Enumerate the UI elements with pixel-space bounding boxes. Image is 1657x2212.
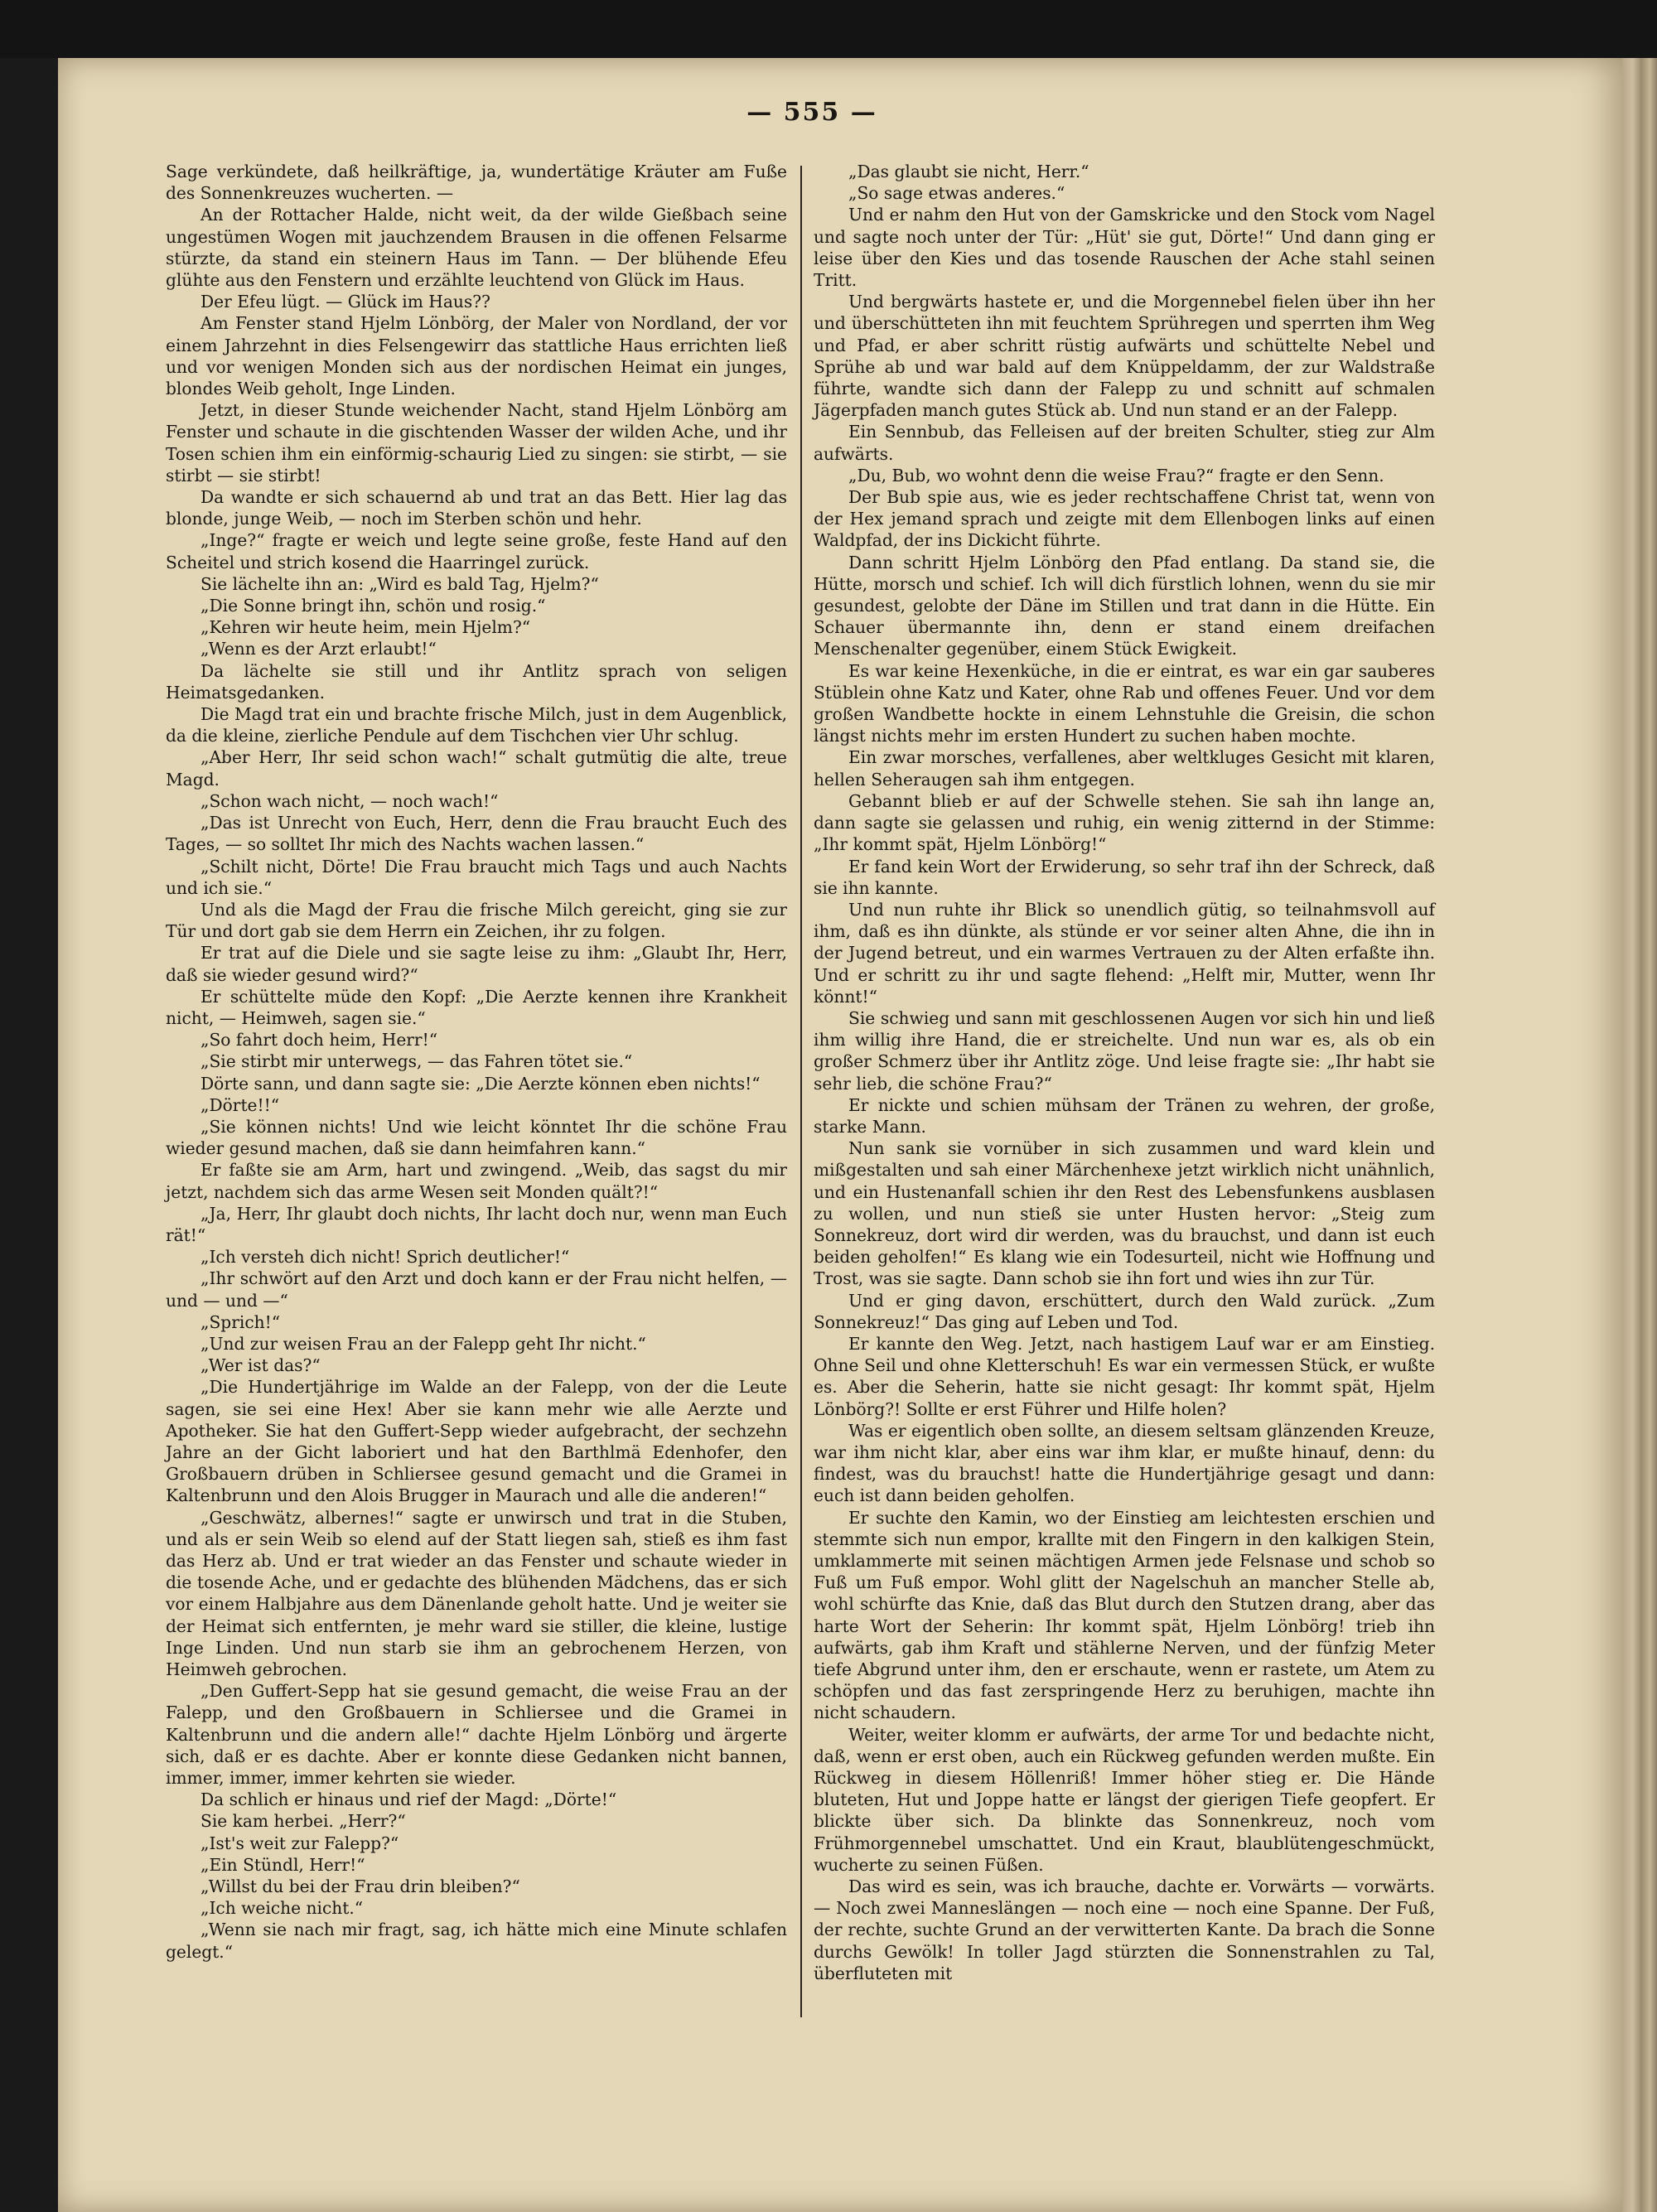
scan-border xyxy=(0,0,1657,58)
paragraph: Nun sank sie vornüber in sich zusammen und ward klein und mißgestalten und sah einer Märchenhexe jetzt wirklich nicht unähnlich, und ein Hustenanfall schien ihr den Rest des Lebensfunkens ausblasen zu wollen, und nun stieß sie unter Husten hervor: „Steig zum Sonnekreuz, dort wird dir werden, was du brauchst, und dann ist euch beiden geholfen!“ Es klang wie ein Todesurteil, nicht wie Hoffnung und Trost, was sie sagte. Dann schob sie ihn fort und wies ihn zur Tür. xyxy=(814,1138,1435,1289)
paragraph: „Den Guffert-Sepp hat sie gesund gemacht, die weise Frau an der Falepp, und den Großbauern in Schliersee und die Gramei in Kaltenbrunn und die andern alle!“ dachte Hjelm Lönbörg und ärgerte sich, daß er es dachte. Aber er konnte diese Gedanken nicht bannen, immer, immer, immer kehrten sie wieder. xyxy=(166,1681,787,1789)
paragraph: Und er nahm den Hut von der Gamskricke und den Stock vom Nagel und sagte noch unter der Tür: „Hüt' sie gut, Dörte!“ Und dann ging er leise über den Kies und das tosende Rauschen der Ache stahl seinen Tritt. xyxy=(814,205,1435,291)
paragraph: „Ist's weit zur Falepp?“ xyxy=(200,1833,399,1853)
text-column-right xyxy=(814,161,1435,1984)
paragraph: Und nun ruhte ihr Blick so unendlich gütig, so teilnahmsvoll auf ihm, daß es ihn dünkte, als stünde er vor seiner alten Ahne, die ihn in der Jugend betreut, und ein warmes Vertrauen zu der Alten erfaßte ihn. Und er schritt zu ihr und sagte flehend: „Helft mir, Mutter, wenn Ihr könnt!“ xyxy=(814,899,1435,1007)
paragraph: Und er ging davon, erschüttert, durch den Wald zurück. „Zum Sonnekreuz!“ Das ging auf Leben und Tod. xyxy=(814,1290,1435,1332)
paragraph: An der Rottacher Halde, nicht weit, da der wilde Gießbach seine ungestümen Wogen mit jauchzendem Brausen in die offenen Felsarme stürzte, da stand ein steinern Haus im Tann. — Der blühende Efeu glühte aus den Fenstern und erzählte leuchtend von Glück im Haus. xyxy=(166,205,787,291)
paragraph: Weiter, weiter klomm er aufwärts, der arme Tor und bedachte nicht, daß, wenn er erst oben, auch ein Rückweg gefunden werden mußte. Ein Rückweg in diesem Höllenriß! Immer höher stieg er. Die Hände bluteten, Hut und Joppe hatte er längst der gierigen Tiefe geopfert. Er blickte über sich. Da blinkte das Sonnenkreuz, noch vom Frühmorgennebel umschattet. Und ein Kraut, blaublütengeschmückt, wucherte zu seinen Füßen. xyxy=(814,1724,1435,1875)
paragraph: Jetzt, in dieser Stunde weichender Nacht, stand Hjelm Lönbörg am Fenster und schaute in die gischtenden Wasser der wilden Ache, und ihr Tosen schien ihm ein einförmig-schaurig Lied zu singen: sie stirbt, — sie stirbt — sie stirbt! xyxy=(166,400,787,485)
paragraph: Er nickte und schien mühsam der Tränen zu wehren, der große, starke Mann. xyxy=(814,1094,1435,1137)
paragraph: Der Bub spie aus, wie es jeder rechtschaffene Christ tat, wenn von der Hex jemand sprach und zeigte mit dem Ellenbogen links auf einen Waldpfad, der ins Dickicht führte. xyxy=(814,487,1435,551)
paragraph: „Ein Stündl, Herr!“ xyxy=(200,1854,365,1875)
paragraph: „Schilt nicht, Dörte! Die Frau braucht mich Tags und auch Nachts und ich sie.“ xyxy=(166,856,787,898)
paragraph: Er trat auf die Diele und sie sagte leise zu ihm: „Glaubt Ihr, Herr, daß sie wieder gesund wird?“ xyxy=(166,943,787,985)
paragraph: „So sage etwas anderes.“ xyxy=(848,183,1065,204)
paragraph: Er suchte den Kamin, wo der Einstieg am leichtesten erschien und stemmte sich nun empor, krallte mit den Fingern in den kalkigen Stein, umklammerte mit seinen mächtigen Armen jede Felsnase und schob so Fuß um Fuß empor. Wohl glitt der Nagelschuh an mancher Stelle ab, wohl schürfte das Knie, daß das Blut durch den Stutzen drang, aber das harte Wort der Seherin: Ihr kommt spät, Hjelm Lönbörg! trieb ihn aufwärts, gab ihm Kraft und stählerne Nerven, und der fünfzig Meter tiefe Abgrund unter ihm, den er erschaute, wenn er rastete, um Atem zu schöpfen und das fast zerspringende Herz zu beruhigen, machte ihn nicht schaudern. xyxy=(814,1507,1435,1723)
column-divider xyxy=(800,166,802,2017)
paragraph: „Ich versteh dich nicht! Sprich deutlicher!“ xyxy=(200,1247,570,1268)
paragraph: „Die Hundertjährige im Walde an der Falepp, von der die Leute sagen, sie sei eine Hex! Aber sie kann mehr wie alle Aerzte und Apotheker. Sie hat den Guffert-Sepp wieder aufgebracht, der sechzehn Jahre an der Gicht laboriert und hat den Barthlmä Edenhofer, den Großbauern drüben in Schliersee gesund gemacht und die Gramei in Kaltenbrunn und den Alois Brugger in Maurach und alle die anderen!“ xyxy=(166,1377,787,1506)
paragraph: Es war keine Hexenküche, in die er eintrat, es war ein gar sauberes Stüblein ohne Katz und Kater, ohne Rab und offenes Feuer. Und vor dem großen Wandbette hockte in einem Lehnstuhle die Greisin, die schon längst nichts mehr im ersten Hundert zu suchen haben mochte. xyxy=(814,660,1435,746)
paragraph: Das wird es sein, was ich brauche, dachte er. Vorwärts — vorwärts. — Noch zwei Manneslängen — noch eine — noch eine Spanne. Der Fuß, der rechte, suchte Grund an der verwitterten Kante. Da brach die Sonne durchs Gewölk! In toller Jagd stürzten die Sonnenstrahlen zu Tal, überfluteten mit xyxy=(814,1876,1435,1983)
paragraph: „Dörte!!“ xyxy=(200,1094,280,1115)
paragraph: Sie kam herbei. „Herr?“ xyxy=(200,1811,406,1832)
paragraph: Sie lächelte ihn an: „Wird es bald Tag, Hjelm?“ xyxy=(200,573,599,594)
paragraph: Ein zwar morsches, verfallenes, aber weltkluges Gesicht mit klaren, hellen Seheraugen sah ihm entgegen. xyxy=(814,747,1435,790)
paragraph: Was er eigentlich oben sollte, an diesem seltsam glänzenden Kreuze, war ihm nicht klar, aber eins war ihm klar, er mußte hinauf, denn: du findest, was du brauchst! hatte die Hundertjährige gesagt und dann: euch ist dann beiden geholfen. xyxy=(814,1420,1435,1506)
paragraph: Ein Sennbub, das Felleisen auf der breiten Schulter, stieg zur Alm aufwärts. xyxy=(814,422,1435,464)
paragraph: Sage verkündete, daß heilkräftige, ja, wundertätige Kräuter am Fuße des Sonnenkreuzes wucherten. — xyxy=(166,162,787,204)
paragraph: „Du, Bub, wo wohnt denn die weise Frau?“ fragte er den Senn. xyxy=(848,465,1384,485)
paragraph: Er faßte sie am Arm, hart und zwingend. „Weib, das sagst du mir jetzt, nachdem sich das arme Wesen seit Monden quält?!“ xyxy=(166,1160,787,1202)
paragraph: „Inge?“ fragte er weich und legte seine große, feste Hand auf den Scheitel und strich kosend die Haarringel zurück. xyxy=(166,530,787,572)
paragraph: Dann schritt Hjelm Lönbörg den Pfad entlang. Da stand sie, die Hütte, morsch und schief. Ich will dich fürstlich lohnen, wenn du sie mir gesundest, gelobte der Däne im Stillen und trat dann in die Hütte. Ein Schauer übermannte ihn, denn er stand einem dreifachen Menschenalter gegenüber, einem Stück Ewigkeit. xyxy=(814,552,1435,659)
paragraph: „Kehren wir heute heim, mein Hjelm?“ xyxy=(200,617,531,638)
paragraph: Und bergwärts hastete er, und die Morgennebel fielen über ihn her und überschütteten ihn mit feuchtem Sprühregen und sperrten ihm Weg und Pfad, er aber schritt rüstig aufwärts und schüttelte Nebel und Sprühe ab und war bald auf dem Knüppeldamm, der zur Waldstraße führte, wandte sich dann der Falepp zu und schnitt auf schmalen Jägerpfaden manch gutes Stück ab. Und nun stand er an der Falepp. xyxy=(814,292,1435,421)
paragraph: „So fahrt doch heim, Herr!“ xyxy=(200,1030,438,1050)
paragraph: Gebannt blieb er auf der Schwelle stehen. Sie sah ihn lange an, dann sagte sie gelassen und ruhig, ein wenig zitternd in der Stimme: „Ihr kommt spät, Hjelm Lönbörg!“ xyxy=(814,790,1435,855)
paragraph: „Wenn sie nach mir fragt, sag, ich hätte mich eine Minute schlafen gelegt.“ xyxy=(166,1920,787,1962)
paragraph: „Wer ist das?“ xyxy=(200,1355,321,1376)
paragraph: „Schon wach nicht, — noch wach!“ xyxy=(200,790,499,811)
paragraph: „Ihr schwört auf den Arzt und doch kann er der Frau nicht helfen, — und — und —“ xyxy=(166,1268,787,1311)
book-page-edges xyxy=(1622,58,1657,2212)
paragraph: Der Efeu lügt. — Glück im Haus?? xyxy=(200,292,490,312)
paragraph: „Aber Herr, Ihr seid schon wach!“ schalt gutmütig die alte, treue Magd. xyxy=(166,747,787,790)
paragraph: Er kannte den Weg. Jetzt, nach hastigem Lauf war er am Einstieg. Ohne Seil und ohne Kletterschuh! Es war ein vermessen Stück, er wußte es. Aber die Seherin, hatte sie nicht gesagt: Ihr kommt spät, Hjelm Lönbörg?! Sollte er erst Führer und Hilfe holen? xyxy=(814,1333,1435,1419)
paragraph: „Sie können nichts! Und wie leicht könntet Ihr die schöne Frau wieder gesund machen, daß sie dann heimfahren kann.“ xyxy=(166,1116,787,1159)
paragraph: „Willst du bei der Frau drin bleiben?“ xyxy=(200,1876,520,1897)
paragraph: Die Magd trat ein und brachte frische Milch, just in dem Augenblick, da die kleine, zierliche Pendule auf dem Tischchen vier Uhr schlug. xyxy=(166,704,787,746)
paragraph: Am Fenster stand Hjelm Lönbörg, der Maler von Nordland, der vor einem Jahrzehnt in dies Felsengewirr das stattliche Haus errichten ließ und vor wenigen Monden sich aus der nordischen Heimat ein junges, blondes Weib geholt, Inge Linden. xyxy=(166,313,787,399)
paragraph: „Das glaubt sie nicht, Herr.“ xyxy=(848,162,1089,181)
paragraph: Er fand kein Wort der Erwiderung, so sehr traf ihn der Schreck, daß sie ihn kannte. xyxy=(814,856,1435,898)
paragraph: „Die Sonne bringt ihn, schön und rosig.“ xyxy=(200,596,546,616)
paragraph: „Wenn es der Arzt erlaubt!“ xyxy=(200,639,437,659)
paragraph: „Das ist Unrecht von Euch, Herr, denn die Frau braucht Euch des Tages, — so solltet Ihr mich des Nachts wachen lassen.“ xyxy=(166,813,787,855)
paragraph: Da schlich er hinaus und rief der Magd: „Dörte!“ xyxy=(200,1789,617,1810)
paragraph: Sie schwieg und sann mit geschlossenen Augen vor sich hin und ließ ihm willig ihre Hand, die er streichelte. Und nun war es, als ob ein großer Schmerz über ihr Antlitz zöge. Und leise fragte sie: „Ihr habt sie sehr lieb, die schöne Frau?“ xyxy=(814,1007,1435,1094)
paragraph: Da wandte er sich schauernd ab und trat an das Bett. Hier lag das blonde, junge Weib, — noch im Sterben schön und hehr. xyxy=(166,487,787,529)
page-number: — 555 — xyxy=(746,98,877,127)
paragraph: „Geschwätz, albernes!“ sagte er unwirsch und trat in die Stuben, und als er sein Weib so elend auf der Statt liegen sah, stieß es ihm fast das Herz ab. Und er trat wieder an das Fenster und schaute wieder in die tosende Ache, und er gedachte des blühenden Mädchens, das er sich vor einem Halbjahre aus dem Dänenlande geholt hatte. Und je weiter sie der Heimat sich entfernten, je mehr ward sie stiller, die kleine, lustige Inge Linden. Und nun starb sie ihm an gebrochenem Herzen, von Heimweh gebrochen. xyxy=(166,1507,787,1680)
paragraph: „Ich weiche nicht.“ xyxy=(200,1898,364,1919)
paragraph: Und als die Magd der Frau die frische Milch gereicht, ging sie zur Tür und dort gab sie dem Herrn ein Zeichen, ihr zu folgen. xyxy=(166,899,787,942)
paragraph: „Sie stirbt mir unterwegs, — das Fahren tötet sie.“ xyxy=(200,1051,633,1072)
paragraph: „Und zur weisen Frau an der Falepp geht Ihr nicht.“ xyxy=(200,1333,646,1354)
paragraph: Dörte sann, und dann sagte sie: „Die Aerzte können eben nichts!“ xyxy=(200,1073,761,1094)
paragraph: „Ja, Herr, Ihr glaubt doch nichts, Ihr lacht doch nur, wenn man Euch rät!“ xyxy=(166,1203,787,1245)
paragraph: Da lächelte sie still und ihr Antlitz sprach von seligen Heimatsgedanken. xyxy=(166,660,787,703)
paragraph: Er schüttelte müde den Kopf: „Die Aerzte kennen ihre Krankheit nicht, — Heimweh, sagen sie.“ xyxy=(166,986,787,1028)
text-column-left xyxy=(166,161,787,1963)
paragraph: „Sprich!“ xyxy=(200,1311,281,1332)
